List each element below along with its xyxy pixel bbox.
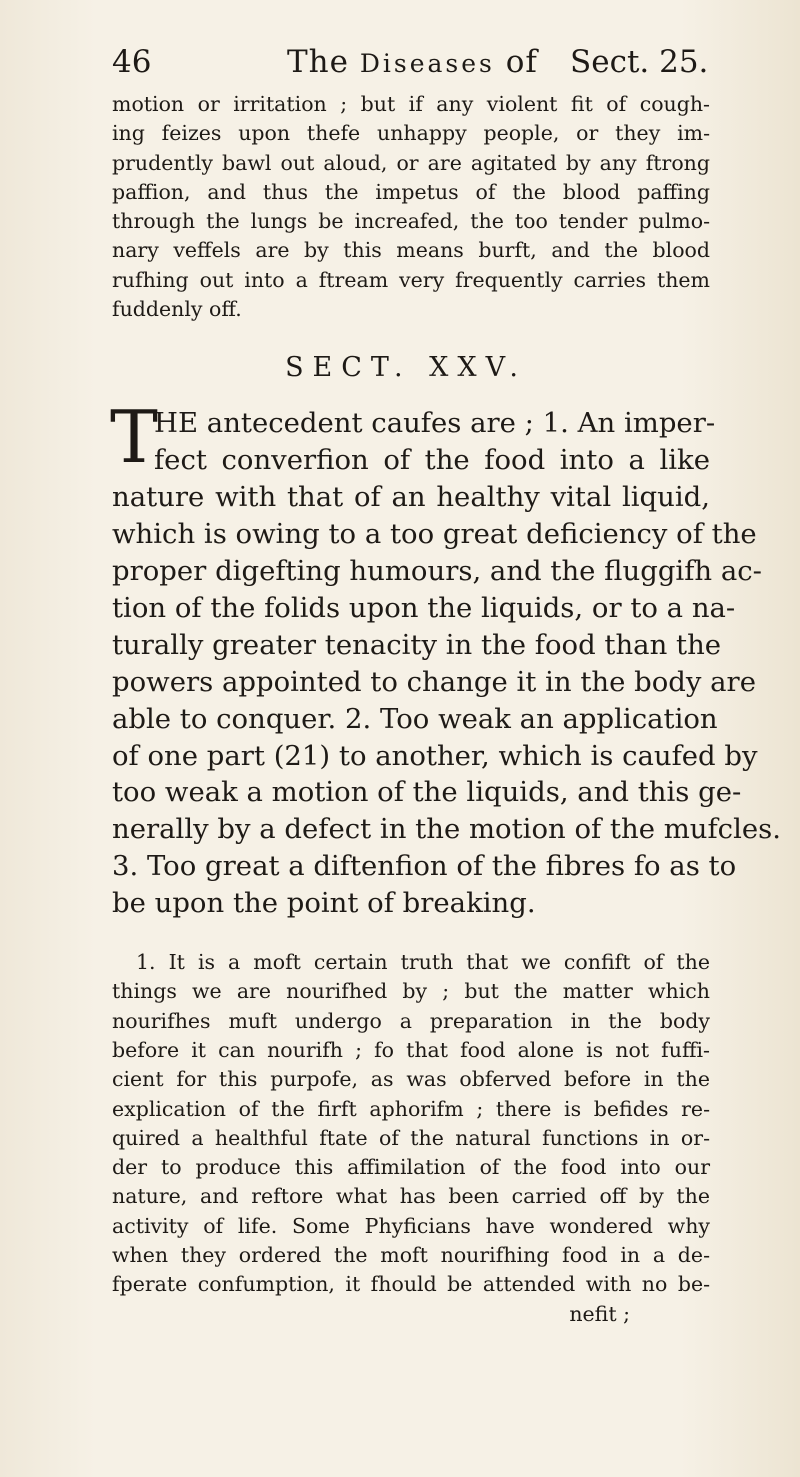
text-line: motion or irritation ; but if any violent fit of cough-: [112, 92, 710, 116]
text-line: nature, and reftore what has been carried off by the: [112, 1184, 710, 1209]
text-line: nary veffels are by this means burft, and the blood: [112, 238, 710, 263]
text-line: turally greater tenacity in the food than the: [112, 628, 722, 661]
text-line: be upon the point of breaking.: [112, 887, 536, 920]
text-line: HE antecedent caufes are ; 1. An imper-: [154, 407, 716, 440]
title-prefix: The: [287, 44, 349, 80]
page-number: 46: [112, 44, 152, 80]
text-line: quired a healthful ftate of the natural functions in or-: [112, 1125, 710, 1150]
text-line: able to conquer. 2. Too weak an application: [112, 702, 718, 735]
text-line: which is owing to a too great deficiency of the: [112, 518, 757, 551]
text-line: too weak a motion of the liquids, and this ge-: [112, 776, 742, 809]
text-line: when they ordered the moft nourifhing food in a de-: [112, 1243, 710, 1268]
text-line: der to produce this affimilation of the food into our: [112, 1155, 710, 1180]
text-line: things we are nourifhed by ; but the matter which: [112, 979, 710, 1004]
text-line: paffion, and thus the impetus of the blood paffing: [112, 179, 710, 204]
text-line: prudently bawl out aloud, or are agitated by any ftrong: [112, 150, 710, 175]
text-line: powers appointed to change it in the body are: [112, 665, 756, 698]
commentary-paragraph: [112, 948, 710, 1329]
title-caps: Diseases: [359, 49, 495, 78]
running-head: [112, 40, 710, 90]
text-line: fuddenly off.: [112, 297, 242, 322]
text-line: 1. It is a moft certain truth that we confift of the: [136, 950, 710, 975]
text-line: fperate confumption, it fhould be attended with no be-: [112, 1272, 710, 1297]
text-line: nourifhes muft undergo a preparation in the body: [112, 1008, 710, 1033]
continued-paragraph: [112, 90, 710, 324]
text-line: fect converfion of the food into a like: [154, 444, 710, 477]
text-line: of one part (21) to another, which is caufed by: [112, 739, 758, 772]
text-line: 3. Too great a diftenfion of the fibres fo as to: [112, 850, 737, 883]
text-line: nerally by a defect in the motion of the mufcles.: [112, 813, 781, 846]
text-line: ing feizes upon thefe unhappy people, or they im-: [112, 121, 710, 146]
section-reference: Sect. 25.: [570, 44, 709, 80]
drop-cap: T: [110, 395, 159, 480]
text-line: proper digefting humours, and the fluggifh ac-: [112, 555, 762, 587]
text-line: through the lungs be increafed, the too tender pulmo-: [112, 209, 710, 234]
text-line: activity of life. Some Phyficians have wondered why: [112, 1213, 710, 1238]
text-line: nature with that of an healthy vital liquid,: [112, 481, 710, 514]
section-heading: SECT. XXV.: [285, 352, 527, 384]
catchword: nefit ;: [569, 1301, 630, 1326]
text-line: cient for this purpofe, as was obferved before in the: [112, 1067, 710, 1092]
text-line: tion of the folids upon the liquids, or to a na-: [112, 591, 736, 624]
running-title: [287, 44, 538, 80]
title-suffix: of: [505, 44, 538, 80]
aphorism-text: [110, 395, 781, 922]
text-line: before it can nourifh ; fo that food alone is not fuffi-: [112, 1037, 710, 1062]
text-line: rufhing out into a ftream very frequently carries them: [112, 267, 710, 292]
text-line: explication of the firft aphorifm ; there is befides re-: [112, 1096, 710, 1121]
